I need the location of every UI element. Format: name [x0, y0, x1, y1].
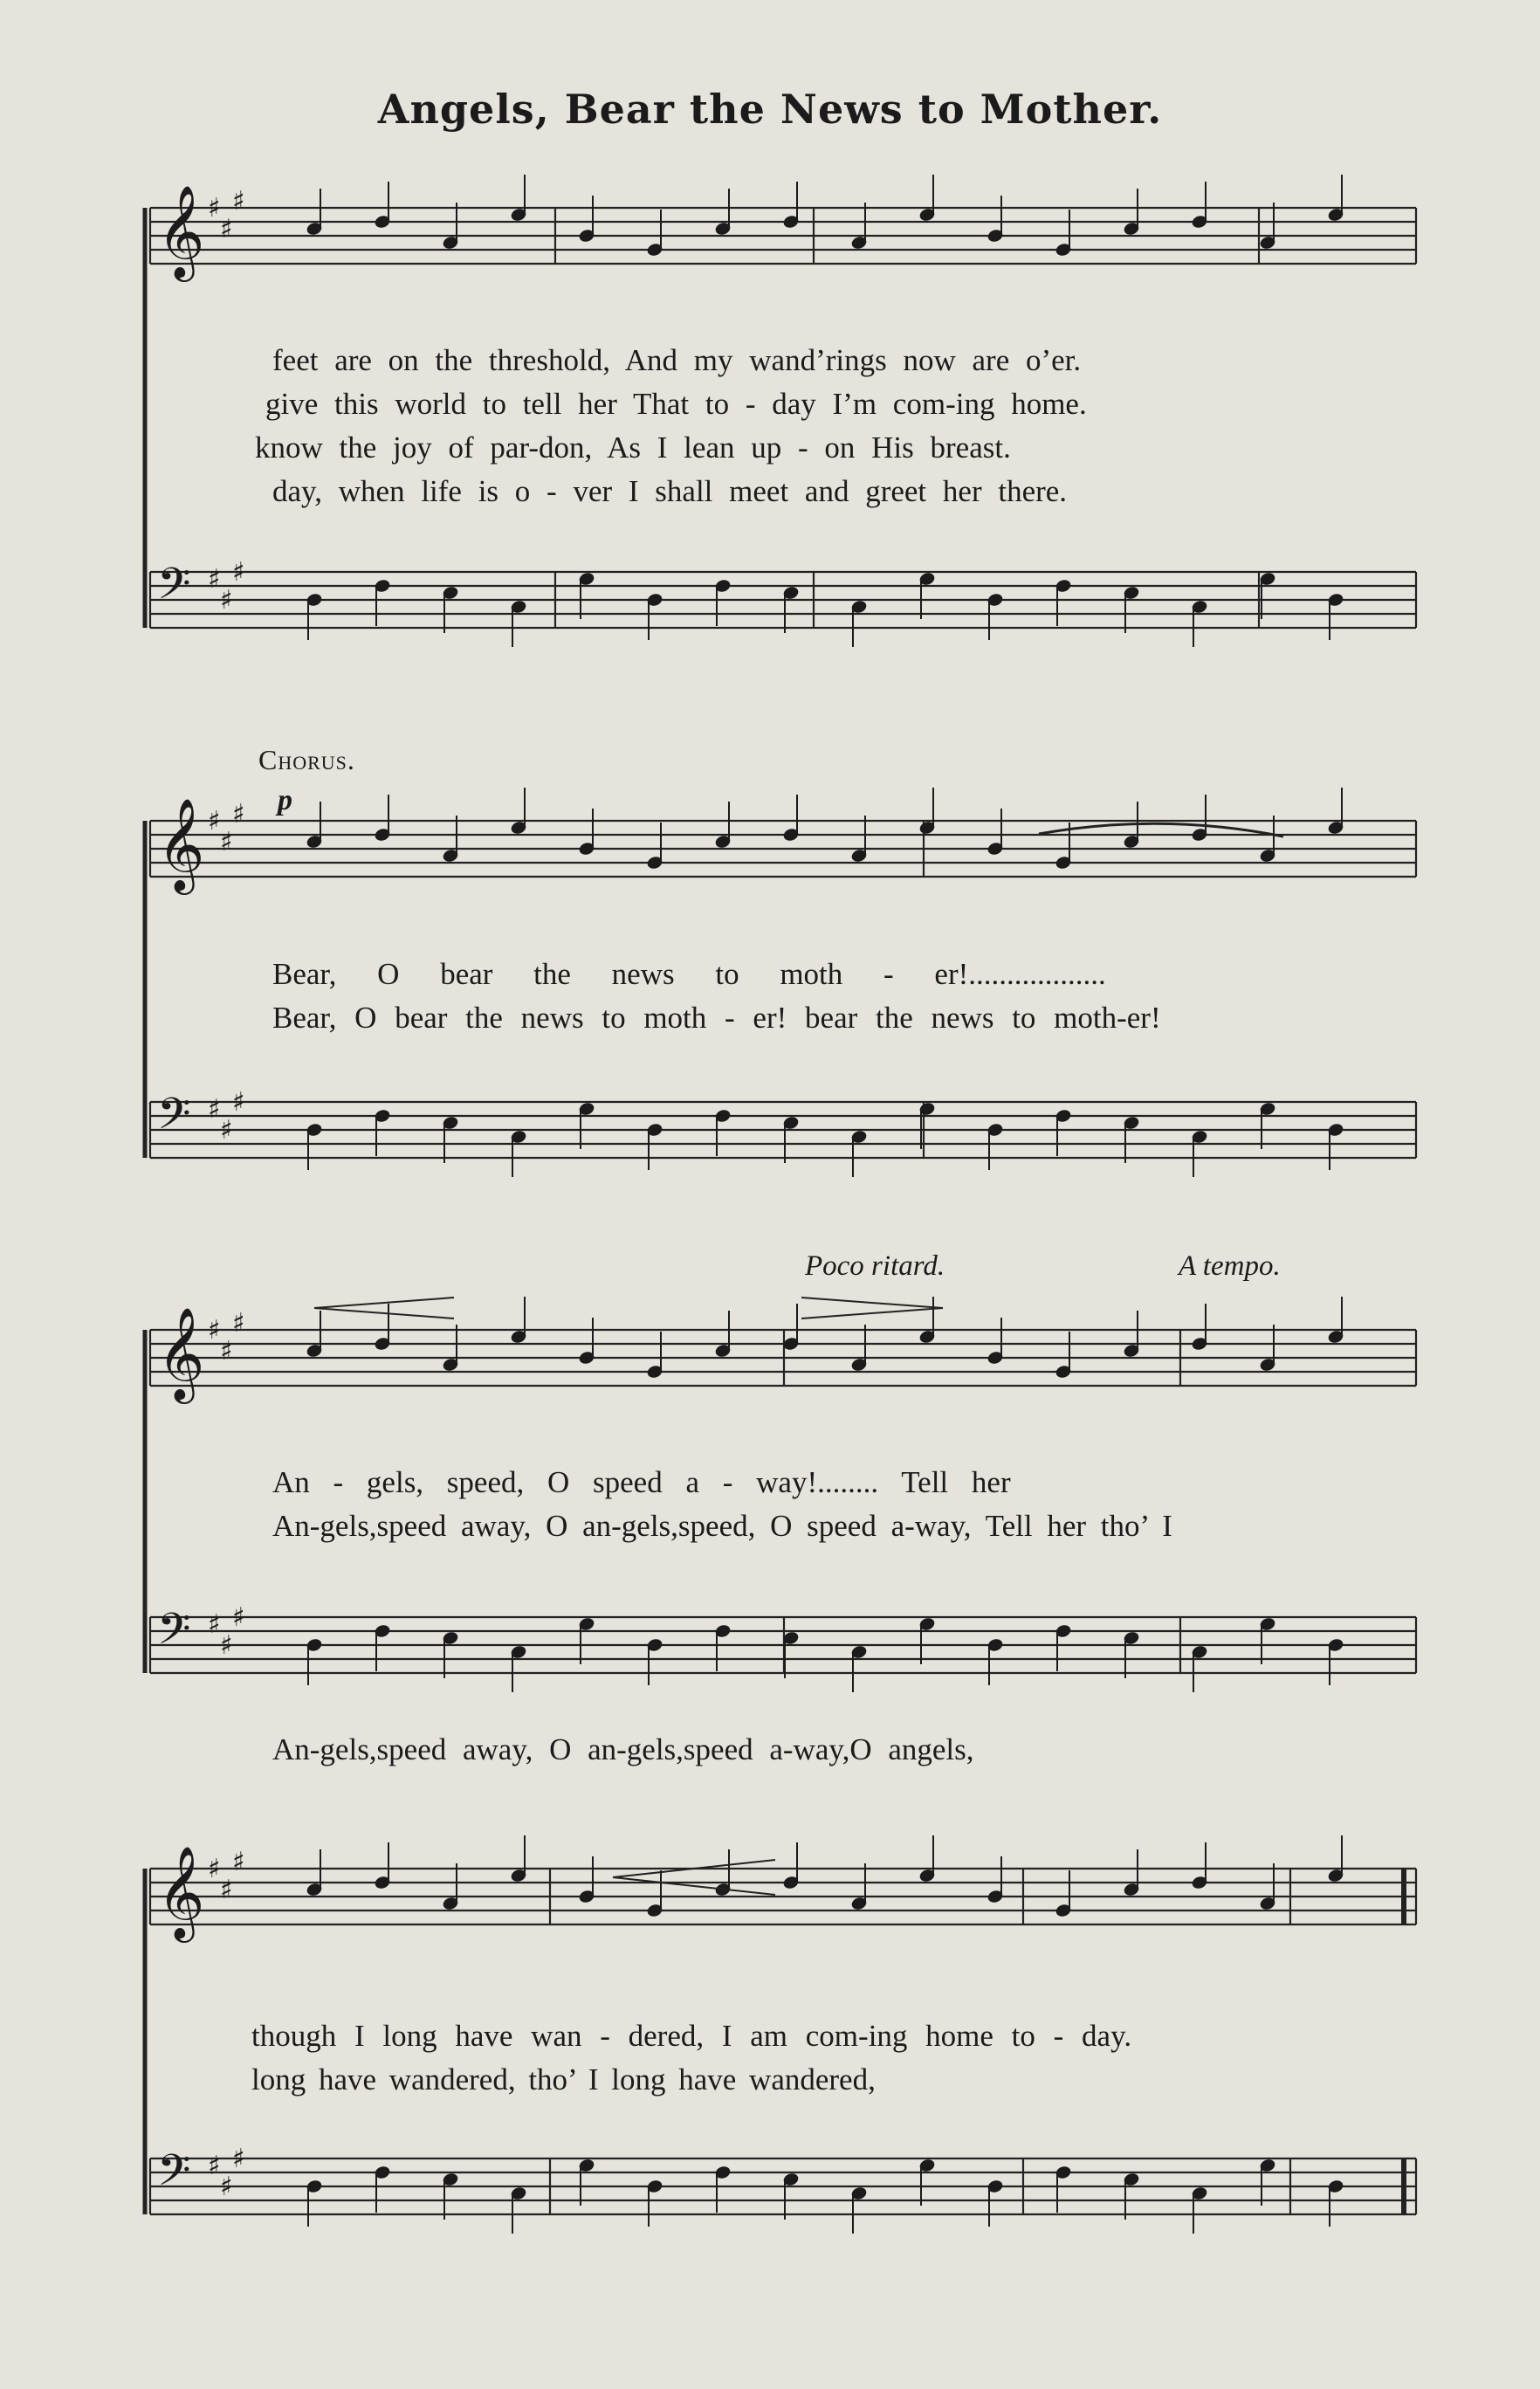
sharp-icon: ♯ — [208, 564, 221, 595]
bass-clef-icon: 𝄢 — [157, 559, 191, 620]
sharp-icon: ♯ — [220, 827, 233, 857]
verse-lyric-1: feet are on the threshold, And my wand’rings now are o’er. — [272, 343, 1082, 377]
bass-lyric: An-gels,speed away, O an-gels,speed a-way,O angels, — [272, 1732, 974, 1766]
bass-clef-icon: 𝄢 — [157, 2145, 191, 2207]
chorus-lyric-4: An-gels,speed away, O an-gels,speed, O speed a-way, Tell her tho’ I — [272, 1509, 1172, 1543]
chorus-heading: Chorus. — [258, 744, 355, 775]
system-2-treble-staff — [150, 821, 1416, 877]
page-title: Angels, Bear the News to Mother. — [377, 86, 1163, 133]
system-3-bass-staff — [150, 1617, 1416, 1673]
sharp-icon: ♯ — [208, 193, 221, 224]
treble-clef-icon: 𝄞 — [157, 1845, 205, 1938]
system-1-bass-staff — [150, 572, 1416, 628]
sharp-icon: ♯ — [220, 585, 233, 616]
system-4-treble-staff — [150, 1869, 1416, 1924]
sharp-icon: ♯ — [220, 1336, 233, 1367]
sharp-icon: ♯ — [232, 557, 245, 588]
sharp-icon: ♯ — [220, 2172, 233, 2202]
sharp-icon: ♯ — [220, 1115, 233, 1146]
system-4-bass-staff — [150, 2158, 1416, 2214]
sharp-icon: ♯ — [220, 1875, 233, 1905]
system-3-treble-staff — [150, 1330, 1416, 1386]
sharp-icon: ♯ — [208, 1094, 221, 1125]
sharp-icon: ♯ — [220, 1630, 233, 1661]
sharp-icon: ♯ — [232, 2144, 245, 2174]
a-tempo-marking: A tempo. — [1179, 1250, 1281, 1282]
sharp-icon: ♯ — [232, 1847, 245, 1877]
treble-clef-icon: 𝄞 — [157, 797, 205, 891]
sharp-icon: ♯ — [220, 214, 233, 244]
sharp-icon: ♯ — [208, 1315, 221, 1346]
chorus-lyric-6: long have wandered, tho’ I long have wandered, — [251, 2062, 876, 2096]
sharp-icon: ♯ — [232, 799, 245, 830]
sharp-icon: ♯ — [232, 1602, 245, 1633]
treble-clef-icon: 𝄞 — [157, 184, 205, 278]
sharp-icon: ♯ — [232, 1308, 245, 1339]
verse-lyric-2: give this world to tell her That to - day I’m com-ing home. — [265, 387, 1087, 421]
chorus-lyric-5: though I long have wan - dered, I am com-ing home to - day. — [251, 2019, 1132, 2053]
crescendo-hairpin — [314, 1298, 454, 1318]
verse-lyric-4: day, when life is o - ver I shall meet and greet her there. — [272, 474, 1068, 508]
decrescendo-hairpin — [801, 1298, 943, 1318]
sharp-icon: ♯ — [208, 1609, 221, 1640]
chorus-lyric-1: Bear, O bear the news to moth - er!.................. — [272, 957, 1106, 991]
bass-clef-icon: 𝄢 — [157, 1089, 191, 1150]
system-1-treble-staff — [150, 208, 1416, 264]
sharp-icon: ♯ — [232, 186, 245, 217]
treble-clef-icon: 𝄞 — [157, 1306, 205, 1400]
sharp-icon: ♯ — [232, 1087, 245, 1118]
dynamic-piano: p — [278, 784, 292, 816]
verse-lyric-3: know the joy of par-don, As I lean up - on His breast. — [255, 430, 1011, 465]
poco-ritard-marking: Poco ritard. — [805, 1250, 945, 1282]
chorus-lyric-2: Bear, O bear the news to moth - er! bear the news to moth-er! — [272, 1001, 1161, 1035]
sharp-icon: ♯ — [208, 806, 221, 836]
bass-clef-icon: 𝄢 — [157, 1604, 191, 1665]
system-2-bass-staff — [150, 1102, 1416, 1158]
chorus-lyric-3: An - gels, speed, O speed a - way!........ Tell her — [272, 1465, 1011, 1499]
sharp-icon: ♯ — [208, 1854, 221, 1884]
crescendo-hairpin — [613, 1860, 775, 1895]
sharp-icon: ♯ — [208, 2151, 221, 2181]
